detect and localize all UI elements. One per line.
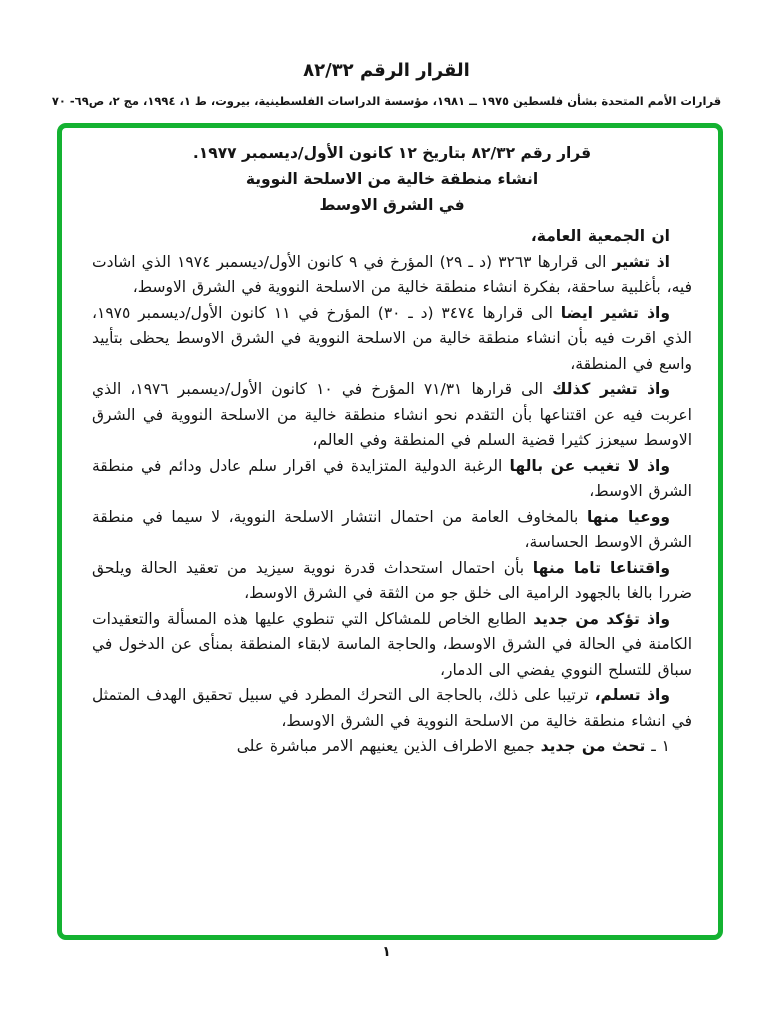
resolution-paragraph <box>92 301 692 378</box>
paragraph-text: الرغبة الدولية المتزايدة في اقرار سلم عادل ودائم في منطقة الشرق الاوسط، <box>92 456 692 500</box>
resolution-paragraph <box>92 250 692 301</box>
annotation-highlight-box <box>57 123 723 940</box>
source-citation: قرارات الأمم المتحدة بشأن فلسطين ١٩٧٥ ــ ١٩٨١، مؤسسة الدراسات الفلسطينية، بيروت، ط ١، ١٩٩٤، مج ٢، ص٦٩- ٧٠ <box>51 94 722 108</box>
paragraph-text: الى قرارها ٧١/٣١ المؤرخ في ١٠ كانون الأول/ديسمبر ١٩٧٦، الذي اعربت فيه عن اقتناعها بأن التقدم نحو انشاء منطقة خالية من الاسلحة النووية في الشرق الاوسط سيعزز كثيرا قضية السلم في المنطقة وفي العالم، <box>92 380 692 449</box>
resolution-paragraph <box>92 224 692 250</box>
paragraph-text: الطابع الخاص للمشاكل التي تنطوي عليها هذه المسألة والتعقيدات الكامنة في الحالة في الشرق الاوسط، والحاجة الماسة لابقاء المنطقة بمنأى عن الدخول في سباق للتسلح النووي يفضي الى الدمار، <box>92 609 692 679</box>
resolution-paragraph <box>92 556 692 607</box>
paragraph-text: بالمخاوف العامة من احتمال انتشار الاسلحة النووية، لا سيما في منطقة الشرق الاوسط الحساسة، <box>92 507 692 551</box>
paragraph-text: الى قرارها ٣٢٦٣ (د ـ ٢٩) المؤرخ في ٩ كانون الأول/ديسمبر ١٩٧٤ الذي اشادت فيه، بأغلبية ساحقة، بفكرة انشاء منطقة خالية من الاسلحة النووية في الشرق الاوسط، <box>92 252 692 296</box>
resolution-paragraph <box>92 377 692 454</box>
paragraph-text: جميع الاطراف الذين يعنيهم الامر مباشرة على <box>236 737 541 755</box>
resolution-paragraph <box>92 683 692 734</box>
paragraph-lead: واذ تشير كذلك <box>552 380 670 398</box>
paragraph-lead: واذ تؤكد من جديد <box>533 609 670 628</box>
resolution-title-line-3: في الشرق الاوسط <box>319 196 465 214</box>
paragraph-lead: ووعيا منها <box>586 507 670 526</box>
paragraph-text: الى قرارها ٣٤٧٤ (د ـ ٣٠) المؤرخ في ١١ كانون الأول/ديسمبر ١٩٧٥، الذي اقرت فيه بأن انشاء منطقة خالية من الاسلحة النووية في الشرق الاوسط يحظى بتأييد واسع في المنطقة، <box>92 303 692 373</box>
resolution-title-line-1: قرار رقم ٨٢/٣٢ بتاريخ ١٢ كانون الأول/ديسمبر ١٩٧٧. <box>192 144 592 162</box>
paragraph-lead: ان الجمعية العامة، <box>530 227 670 245</box>
paragraph-text: ترتيبا على ذلك، بالحاجة الى التحرك المطرد في سبيل تحقيق الهدف المتمثل في انشاء منطقة خالية من الاسلحة النووية في الشرق الاوسط، <box>92 686 692 730</box>
paragraph-lead: واذ تشير ايضا <box>560 303 670 322</box>
paragraph-lead: تحث من جديد <box>540 737 646 755</box>
resolution-paragraph <box>92 734 692 760</box>
resolution-paragraph <box>92 607 692 684</box>
paragraph-number: ١ ـ <box>645 737 670 755</box>
resolution-paragraph <box>92 454 692 505</box>
paragraph-text: بأن احتمال استحداث قدرة نووية سيزيد من تعقيد الحالة ويلحق ضررا بالغا بالجهود الرامية الى خلق جو من الثقة في الشرق الاوسط، <box>92 558 692 602</box>
paragraph-lead: واذ تسلم، <box>594 686 670 704</box>
paragraph-lead: اذ تشير <box>612 252 670 271</box>
paragraph-lead: واذ لا تغيب عن بالها <box>509 456 671 475</box>
resolution-body <box>92 224 692 760</box>
paragraph-lead: واقتناعا تاما منها <box>532 558 670 577</box>
resolution-paragraph <box>92 505 692 556</box>
document-header-title: القرار الرقم ٨٢/٣٢ <box>303 60 470 81</box>
resolution-title-line-2: انشاء منطقة خالية من الاسلحة النووية <box>245 170 539 188</box>
page-number: ١ <box>382 944 391 960</box>
